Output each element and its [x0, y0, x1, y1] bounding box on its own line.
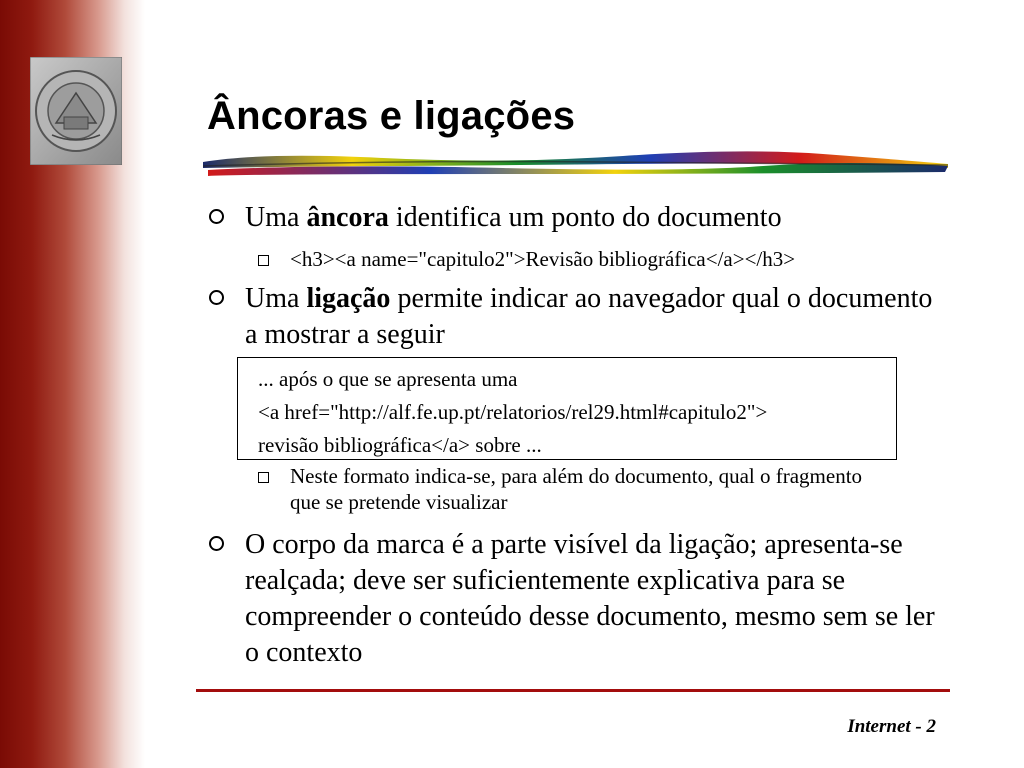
decorative-color-stripe [203, 150, 948, 182]
bullet-corpo-marca [245, 527, 945, 671]
hollow-circle-bullet-icon [209, 209, 224, 224]
hollow-square-bullet-icon [258, 472, 269, 483]
code-line: <a href="http://alf.fe.up.pt/relatorios/rel29.html#capitulo2"> [258, 400, 768, 424]
slide-title: Âncoras e ligações [207, 94, 576, 138]
footer-divider [196, 689, 950, 692]
subbullet-anchor-example [290, 246, 930, 272]
code-line: ... após o que se apresenta uma [258, 367, 518, 391]
bullet-text: permite indicar ao navegador qual o documento a mostrar a seguir [245, 283, 933, 350]
slide-footer: Internet - 2 [847, 716, 936, 737]
subbullet-text: Neste formato indica-se, para além do documento, qual o fragmento que se pretende visualizar [290, 464, 863, 514]
university-seal-logo [30, 57, 122, 165]
bullet-ligacao [245, 281, 945, 353]
subbullet-fragment [290, 463, 890, 515]
bullet-keyword: ligação [306, 283, 391, 314]
hollow-square-bullet-icon [258, 255, 269, 266]
code-line: revisão bibliográfica</a> sobre ... [258, 433, 542, 457]
bullet-text: Uma [245, 202, 307, 233]
bullet-ancora [245, 200, 945, 236]
bullet-text: identifica um ponto do documento [388, 202, 782, 233]
code-example-box [237, 357, 897, 460]
hollow-circle-bullet-icon [209, 290, 224, 305]
bullet-keyword: âncora [306, 202, 389, 233]
subbullet-text: <h3><a name="capitulo2">Revisão bibliográfica</a></h3> [290, 247, 796, 271]
bullet-text: Uma [245, 283, 307, 314]
bullet-text: O corpo da marca é a parte visível da ligação; apresenta-se realçada; deve ser suficientemente explicativa para se compreender o conteúdo desse documento, mesmo sem se ler o contexto [245, 529, 935, 668]
hollow-circle-bullet-icon [209, 536, 224, 551]
